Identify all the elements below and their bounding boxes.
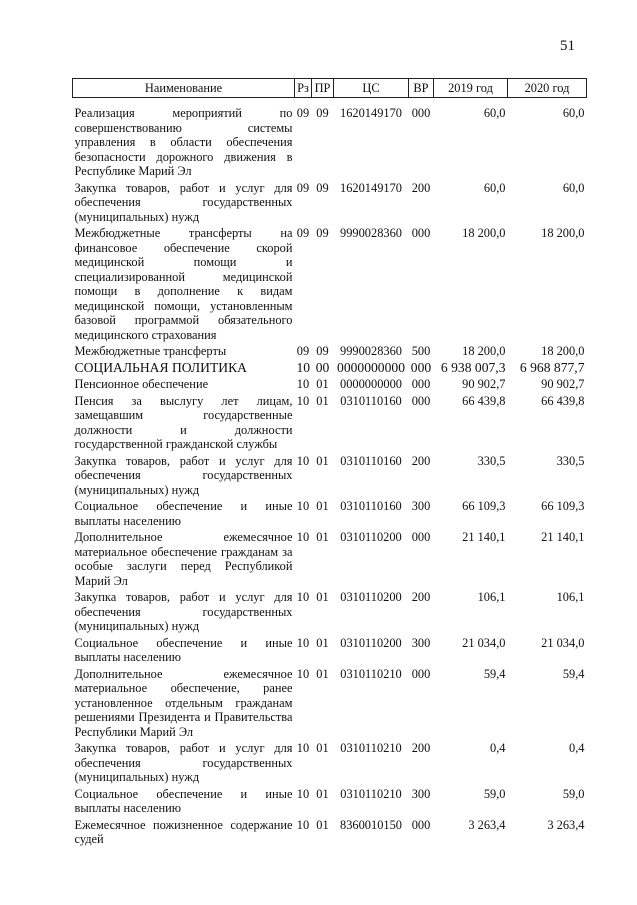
- table-row: [73, 392, 587, 452]
- cell-name: Социальное обеспечение и иные выплаты населению: [74, 499, 293, 528]
- cell-cs: 0310110160: [340, 499, 402, 513]
- cell-rz: 10: [296, 393, 310, 408]
- cell-2019: 90 902,7: [462, 377, 506, 391]
- cell-pr: 09: [316, 344, 329, 358]
- cell-name: Межбюджетные трансферты: [74, 344, 227, 358]
- table-header-row: [73, 79, 587, 98]
- cell-pr: 01: [316, 635, 329, 650]
- cell-vr: 300: [411, 499, 431, 513]
- cell-vr: 000: [411, 393, 431, 408]
- budget-table: [72, 78, 587, 847]
- cell-rz: 10: [296, 666, 310, 681]
- cell-cs: 0310110160: [340, 453, 402, 468]
- cell-2020: 0,4: [569, 741, 585, 755]
- cell-cs: 1620149170: [340, 106, 402, 120]
- cell-2020: 21 034,0: [541, 635, 585, 650]
- cell-vr: 200: [411, 741, 431, 755]
- cell-name: Пенсионное обеспечение: [74, 377, 209, 391]
- header-vr: ВР: [409, 79, 434, 98]
- header-2019: 2019 год: [434, 79, 508, 98]
- cell-2020: 6 968 877,7: [519, 359, 585, 375]
- cell-rz: 10: [296, 359, 311, 375]
- cell-rz: 09: [296, 180, 310, 195]
- cell-rz: 10: [296, 786, 310, 801]
- cell-pr: 01: [316, 741, 329, 755]
- cell-2020: 59,4: [562, 666, 585, 681]
- table-row: [73, 179, 587, 225]
- cell-2019: 60,0: [483, 106, 506, 120]
- cell-rz: 10: [296, 453, 310, 468]
- cell-rz: 10: [296, 530, 310, 544]
- cell-rz: 10: [296, 590, 310, 604]
- cell-name: Закупка товаров, работ и услуг для обеспечения государственных (муниципальных) нужд: [74, 180, 293, 224]
- cell-cs: 9990028360: [340, 344, 402, 358]
- cell-vr: 000: [411, 817, 431, 832]
- cell-2019: 18 200,0: [462, 344, 506, 358]
- cell-2020: 330,5: [556, 453, 585, 468]
- cell-name: Социальное обеспечение и иные выплаты населению: [74, 786, 293, 815]
- table-row: [73, 224, 587, 342]
- cell-pr: 09: [316, 106, 329, 120]
- cell-pr: 01: [316, 377, 329, 391]
- cell-2020: 60,0: [562, 180, 585, 195]
- cell-2019: 106,1: [477, 590, 506, 604]
- page-number: 51: [560, 38, 575, 54]
- table-body: [73, 98, 587, 847]
- table-row: [73, 665, 587, 740]
- table-row: [73, 816, 587, 847]
- cell-name: Пенсия за выслугу лет лицам, замещавшим государственные должности и должности государственной гражданской службы: [74, 393, 293, 451]
- cell-name: Закупка товаров, работ и услуг для обеспечения государственных (муниципальных) нужд: [74, 453, 293, 497]
- table-row: [73, 739, 587, 785]
- cell-cs: 0000000000: [340, 377, 402, 391]
- cell-name: СОЦИАЛЬНАЯ ПОЛИТИКА: [74, 359, 247, 375]
- cell-cs: 0310110160: [340, 393, 402, 408]
- cell-name: Межбюджетные трансферты на финансовое обеспечение скорой медицинской помощи и специализированной медицинской помощи в дополнение к видам медицинской помощи, установленным базовой программой обязательного медицинского страхования: [74, 226, 293, 342]
- cell-2019: 60,0: [483, 180, 506, 195]
- cell-2019: 6 938 007,3: [440, 359, 506, 375]
- cell-name: Закупка товаров, работ и услуг для обеспечения государственных (муниципальных) нужд: [74, 590, 293, 633]
- cell-rz: 09: [296, 106, 310, 120]
- cell-2019: 18 200,0: [462, 226, 506, 240]
- cell-2019: 59,0: [483, 786, 506, 801]
- cell-2019: 66 439,8: [462, 393, 506, 408]
- cell-vr: 300: [411, 786, 431, 801]
- cell-2020: 66 109,3: [541, 499, 585, 513]
- cell-2019: 21 034,0: [462, 635, 506, 650]
- cell-2019: 330,5: [477, 453, 506, 468]
- cell-pr: 01: [316, 590, 329, 604]
- table-row: [73, 785, 587, 816]
- cell-rz: 09: [296, 226, 310, 240]
- table-row: [73, 375, 587, 392]
- cell-2019: 21 140,1: [462, 530, 506, 544]
- cell-cs: 0000000000: [337, 359, 405, 375]
- cell-cs: 0310110210: [340, 741, 402, 755]
- cell-name: Социальное обеспечение и иные выплаты населению: [74, 635, 293, 664]
- cell-2020: 90 902,7: [541, 377, 585, 391]
- cell-rz: 10: [296, 377, 310, 391]
- cell-cs: 9990028360: [340, 226, 402, 240]
- table-row: [73, 528, 587, 588]
- header-cs: ЦС: [334, 79, 409, 98]
- cell-rz: 09: [296, 344, 310, 358]
- cell-pr: 00: [315, 359, 330, 375]
- cell-pr: 09: [316, 180, 329, 195]
- cell-vr: 000: [411, 106, 431, 120]
- cell-2019: 0,4: [490, 741, 506, 755]
- cell-cs: 0310110210: [340, 786, 402, 801]
- cell-2020: 3 263,4: [547, 817, 585, 832]
- cell-2020: 59,0: [562, 786, 585, 801]
- table-row: [73, 588, 587, 634]
- cell-2020: 66 439,8: [541, 393, 585, 408]
- cell-cs: 0310110210: [340, 666, 402, 681]
- cell-name: Дополнительное ежемесячное материальное обеспечение, ранее установленное отдельным гражданам решениями Президента и Правительства Республики Марий Эл: [74, 666, 293, 739]
- cell-cs: 1620149170: [340, 180, 402, 195]
- cell-rz: 10: [296, 741, 310, 755]
- cell-2019: 66 109,3: [462, 499, 506, 513]
- cell-vr: 200: [411, 180, 431, 195]
- cell-2020: 60,0: [562, 106, 585, 120]
- cell-rz: 10: [296, 635, 310, 650]
- header-name: Наименование: [73, 79, 295, 98]
- cell-cs: 0310110200: [340, 590, 402, 604]
- table-row: [73, 497, 587, 528]
- cell-cs: 0310110200: [340, 530, 402, 544]
- cell-pr: 01: [316, 666, 329, 681]
- cell-name: Дополнительное ежемесячное материальное обеспечение гражданам за особые заслуги перед Республикой Марий Эл: [74, 530, 293, 588]
- cell-name: Реализация мероприятий по совершенствованию системы управления в области обеспечения безопасности дорожного движения в Республике Марий Эл: [74, 106, 293, 178]
- cell-vr: 000: [411, 377, 431, 391]
- cell-vr: 000: [410, 359, 432, 375]
- cell-2020: 18 200,0: [541, 226, 585, 240]
- cell-cs: 8360010150: [340, 817, 402, 832]
- cell-pr: 01: [316, 530, 329, 544]
- header-rz: Рз: [295, 79, 312, 98]
- table-row: [73, 104, 587, 179]
- cell-pr: 01: [316, 499, 329, 513]
- cell-pr: 01: [316, 817, 329, 832]
- cell-name: Ежемесячное пожизненное содержание судей: [74, 817, 293, 846]
- cell-pr: 01: [316, 453, 329, 468]
- cell-pr: 01: [316, 786, 329, 801]
- cell-vr: 200: [411, 590, 431, 604]
- cell-name: Закупка товаров, работ и услуг для обеспечения государственных (муниципальных) нужд: [74, 741, 293, 784]
- cell-pr: 09: [316, 226, 329, 240]
- cell-vr: 000: [411, 530, 431, 544]
- table-row: [73, 634, 587, 665]
- cell-2019: 3 263,4: [468, 817, 506, 832]
- cell-2020: 21 140,1: [541, 530, 585, 544]
- header-pr: ПР: [312, 79, 334, 98]
- table-row: [73, 342, 587, 359]
- cell-vr: 200: [411, 453, 431, 468]
- table-row: [73, 359, 587, 376]
- header-2020: 2020 год: [508, 79, 587, 98]
- cell-vr: 500: [411, 344, 431, 358]
- cell-rz: 10: [296, 499, 310, 513]
- cell-cs: 0310110200: [340, 635, 402, 650]
- cell-rz: 10: [296, 817, 310, 832]
- cell-pr: 01: [316, 393, 329, 408]
- cell-vr: 300: [411, 635, 431, 650]
- cell-vr: 000: [411, 666, 431, 681]
- cell-2020: 106,1: [556, 590, 585, 604]
- cell-vr: 000: [411, 226, 431, 240]
- cell-2019: 59,4: [483, 666, 506, 681]
- cell-2020: 18 200,0: [541, 344, 585, 358]
- table-row: [73, 452, 587, 498]
